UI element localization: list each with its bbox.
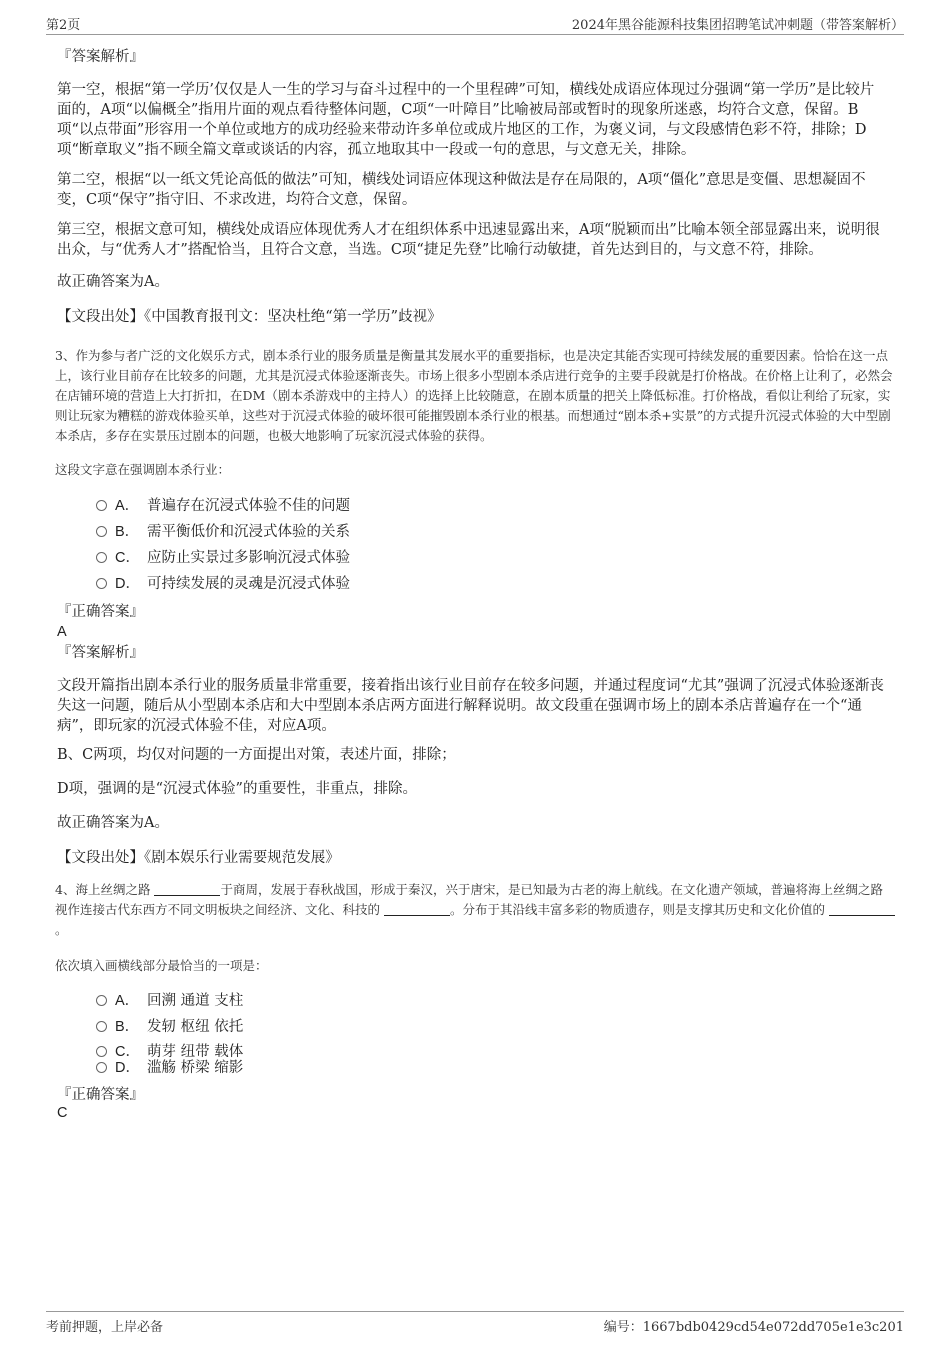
q3-answer-label: 『正确答案』	[57, 604, 144, 620]
q4-option-c[interactable]: C． 萌芽 纽带 载体	[96, 1042, 243, 1062]
answer-blank	[384, 901, 450, 916]
answer-blank	[829, 901, 895, 916]
q4-option-d[interactable]: D． 滥觞 桥梁 缩影	[96, 1058, 243, 1078]
q3-source: 【文段出处】《剧本娱乐行业需要规范发展》	[57, 850, 340, 866]
radio-icon[interactable]	[96, 552, 107, 563]
q2-conclusion: 故正确答案为A。	[57, 274, 169, 290]
q4-option-b[interactable]: B． 发轫 枢纽 依托	[96, 1017, 243, 1037]
radio-icon[interactable]	[96, 1046, 107, 1057]
radio-icon[interactable]	[96, 526, 107, 537]
q2-analysis-label: 『答案解析』	[57, 49, 144, 65]
q4-stem: 4、海上丝绸之路 于商周，发展于春秋战国，形成于秦汉，兴于唐宋，是已知最为古老的海上航线。在文化遗产领域，普遍将海上丝绸之路视作连接古代东西方不同文明板块之间经济、文化、科技的 。分布于其沿线丰富多彩的物质遗存，则是支撑其历史和文化价值的 。	[55, 880, 895, 940]
radio-icon[interactable]	[96, 1062, 107, 1073]
radio-icon[interactable]	[96, 578, 107, 589]
q3-stem: 3、作为参与者广泛的文化娱乐方式，剧本杀行业的服务质量是衡量其发展水平的重要指标，也是决定其能否实现可持续发展的重要因素。恰恰在这一点上，该行业目前存在比较多的问题，尤其是沉浸式体验逐渐丧失。市场上很多小型剧本杀店进行竞争的主要手段就是打价格战。在价格上让利了，必然会在店铺环境的营造上大打折扣，在DM（剧本杀游戏中的主持人）的选择上比较随意，在剧本质量的把关上降低标准。打价格战，看似让利给了玩家，实则让玩家为糟糕的游戏体验买单，这些对于沉浸式体验的破坏很可能摧毁剧本杀行业的根基。而想通过“剧本杀+实景”的方式提升沉浸式体验的大中型剧本杀店，多存在实景压过剧本的问题，也极大地影响了玩家沉浸式体验的获得。	[55, 348, 893, 443]
document-title: 2024年黑谷能源科技集团招聘笔试冲刺题（带答案解析）	[571, 18, 904, 33]
q4-option-a[interactable]: A． 回溯 通道 支柱	[96, 991, 243, 1011]
q4-answer-label: 『正确答案』	[57, 1087, 144, 1103]
page-number: 第2页	[46, 18, 81, 33]
q2-analysis-p2: 第二空，根据“以一纸文凭论高低的做法”可知，横线处词语应体现这种做法是存在局限的，A项“僵化”意思是变僵、思想凝固不变，C项“保守”指守旧、不求改进，均符合文意，保留。	[57, 172, 866, 208]
q4-answer: C	[57, 1105, 68, 1121]
answer-blank	[154, 881, 220, 896]
page-footer	[46, 1311, 904, 1336]
q3-option-c[interactable]: C． 应防止实景过多影响沉浸式体验	[96, 548, 350, 568]
radio-icon[interactable]	[96, 500, 107, 511]
q3-conclusion: 故正确答案为A。	[57, 815, 169, 831]
q3-analysis-p1: 文段开篇指出剧本杀行业的服务质量非常重要，接着指出该行业目前存在较多问题，并通过程度词“尤其”强调了沉浸式体验逐渐丧失这一问题，随后从小型剧本杀店和大中型剧本杀店两方面进行解释说明。故文段重在强调市场上的剧本杀店普遍存在一个“通病”，即玩家的沉浸式体验不佳，对应A项。	[57, 678, 884, 734]
q2-analysis-p3: 第三空，根据文意可知，横线处成语应体现优秀人才在组织体系中迅速显露出来，A项“脱颖而出”比喻本领全部显露出来，说明很出众，与“优秀人才”搭配恰当，且符合文意，当选。C项“捷足先登”比喻行动敏捷，首先达到目的，与文意不符，排除。	[57, 222, 880, 258]
q3-prompt: 这段文字意在强调剧本杀行业：	[55, 462, 231, 477]
q3-analysis-p3: D项，强调的是“沉浸式体验”的重要性，非重点，排除。	[57, 781, 417, 797]
q3-analysis-label: 『答案解析』	[57, 645, 144, 661]
q4-prompt: 依次填入画横线部分最恰当的一项是：	[55, 958, 268, 973]
q2-source: 【文段出处】《中国教育报刊文：坚决杜绝“第一学历”歧视》	[57, 309, 442, 325]
q2-analysis-p1: 第一空，根据“第一学历’仅仅是人一生的学习与奋斗过程中的一个里程碑”可知，横线处成语应体现过分强调“第一学历”是比较片面的，A项“以偏概全”指用片面的观点看待整体问题，C项“一叶障目”比喻被局部或暂时的现象所迷惑，均符合文意，保留。B项“以点带面”形容用一个单位或地方的成功经验来带动许多单位或成片地区的工作，为褒义词，与文段感情色彩不符，排除；D项“断章取义”指不顾全篇文章或谈话的内容，孤立地取其中一段或一句的意思，与文意无关，排除。	[57, 82, 875, 158]
q3-answer: A	[57, 624, 67, 640]
document-id: 编号：1667bdb0429cd54e072dd705e1e3c201	[603, 1320, 904, 1335]
q3-option-b[interactable]: B． 需平衡低价和沉浸式体验的关系	[96, 522, 350, 542]
q3-option-d[interactable]: D． 可持续发展的灵魂是沉浸式体验	[96, 574, 350, 594]
footer-slogan: 考前押题，上岸必备	[46, 1320, 164, 1335]
q3-option-a[interactable]: A． 普遍存在沉浸式体验不佳的问题	[96, 496, 350, 516]
radio-icon[interactable]	[96, 995, 107, 1006]
q3-analysis-p2: B、C两项，均仅对问题的一方面提出对策，表述片面，排除；	[57, 747, 456, 763]
page-header	[46, 14, 904, 35]
radio-icon[interactable]	[96, 1021, 107, 1032]
